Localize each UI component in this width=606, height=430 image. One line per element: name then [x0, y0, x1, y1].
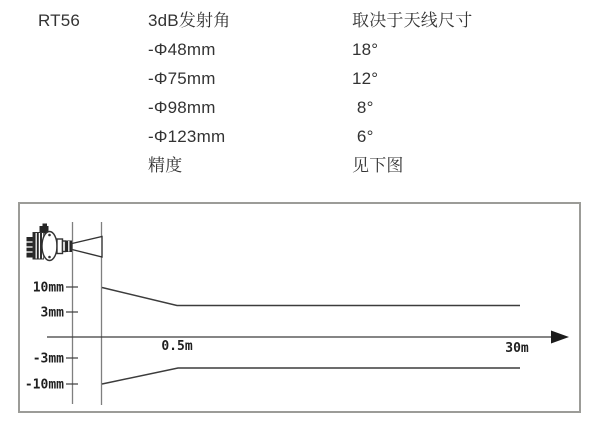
- accuracy-diagram-canvas: [20, 204, 579, 411]
- y-tick-label: -3mm: [32, 351, 64, 367]
- spacer-cell: [38, 35, 148, 64]
- spec-param: -Φ98mm: [148, 98, 216, 117]
- spec-value: 取决于天线尺寸: [352, 11, 473, 30]
- spec-param: -Φ75mm: [148, 69, 216, 88]
- horn-antenna: [72, 237, 102, 258]
- x-axis-label-30m: 30m: [505, 341, 529, 356]
- spacer-cell: [38, 122, 148, 151]
- upper-envelope-line: [102, 288, 520, 306]
- spacer-cell: [38, 151, 148, 180]
- spec-param: -Φ48mm: [148, 40, 216, 59]
- y-tick-label: 10mm: [32, 280, 64, 296]
- device-neck-step: [63, 241, 66, 252]
- flange-screw: [48, 256, 51, 259]
- model-label: RT56: [38, 11, 81, 30]
- spacer-cell: [38, 93, 148, 122]
- spec-value: 18°: [352, 40, 379, 59]
- spec-param: -Φ123mm: [148, 127, 226, 146]
- y-tick-label: 3mm: [40, 305, 64, 321]
- x-axis-arrow-icon: [551, 331, 569, 344]
- spec-table: [38, 6, 472, 180]
- radar-transmitter-icon: [27, 224, 103, 261]
- x-axis-label-05m: 0.5m: [161, 339, 193, 354]
- spec-value: 8°: [352, 98, 374, 117]
- flange-screw: [48, 234, 51, 237]
- lower-envelope-line: [102, 368, 520, 384]
- spacer-cell: [38, 64, 148, 93]
- y-tick-label: -10mm: [24, 377, 64, 393]
- spec-param: 精度: [148, 156, 183, 175]
- spec-value: 6°: [352, 127, 374, 146]
- spec-param: 3dB发射角: [148, 11, 231, 30]
- accuracy-diagram: [18, 202, 581, 413]
- spec-value: 12°: [352, 69, 379, 88]
- spec-value: 见下图: [352, 156, 404, 175]
- device-neck: [57, 239, 63, 254]
